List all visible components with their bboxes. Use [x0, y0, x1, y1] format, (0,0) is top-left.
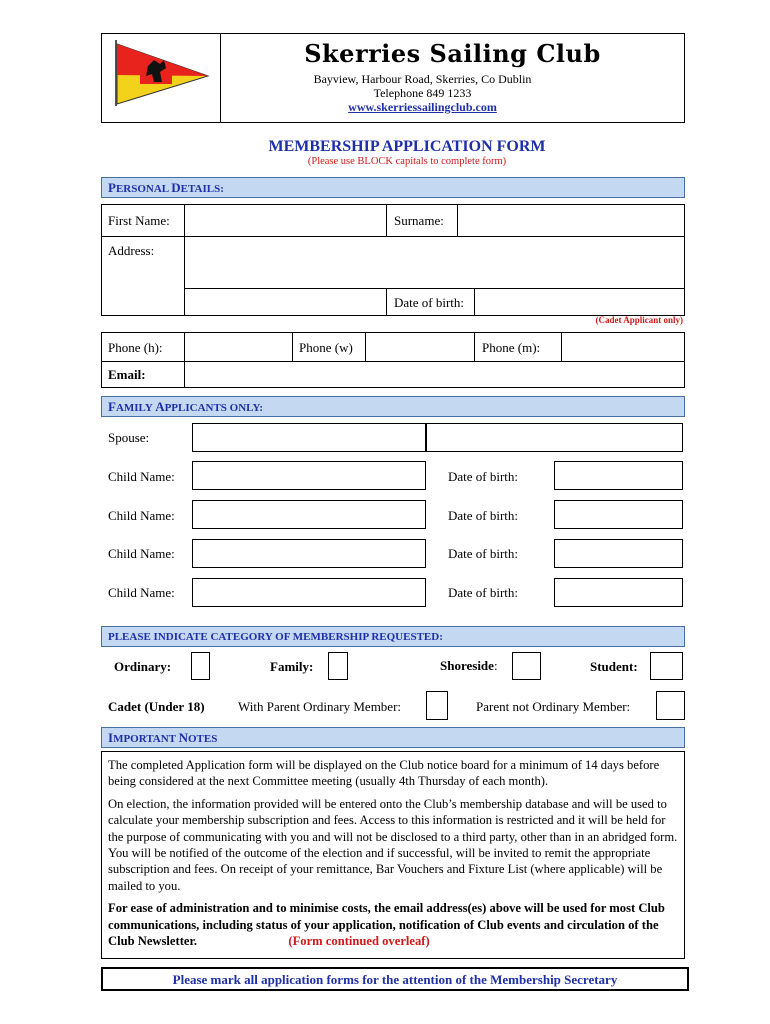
club-website-link[interactable]: www.skerriessailingclub.com: [348, 100, 497, 114]
address-label: Address:: [108, 243, 155, 258]
grid-line: [474, 288, 475, 316]
shoreside-colon: :: [493, 658, 498, 673]
spouse-label: Spouse:: [108, 430, 150, 445]
child-1-dob-field[interactable]: [554, 461, 683, 490]
heading-initial: F: [108, 399, 116, 414]
phone-home-field[interactable]: [186, 334, 290, 360]
heading-rest: AMILY: [115, 402, 156, 414]
notes-paragraph-3-text: For ease of administration and to minimise costs, the email address(es) above will be used for most Club communications, including status of your application, notification of Club events and circulation of the Club Newsletter.: [108, 901, 665, 949]
grid-line: [474, 332, 475, 361]
notes-paragraph-2: On election, the information provided will be entered onto the Club’s membership database and will be used to calculate your membership subscription and fees. Access to this information is restricted and it will be held for the purpose of communicating with you and will not be disclosed to a third party, other than in an abridged form. You will be notified of the outcome of the election and if successful, will be invited to remit the appropriate subscription and fees. On receipt of your remittance, Bar Vouchers and Fixture List (where applicable) will be mailed to you.: [108, 796, 678, 893]
cadet-note: (Cadet Applicant only): [595, 315, 683, 325]
heading-rest: ERSONAL: [115, 183, 172, 195]
notes-paragraph-3: [108, 900, 678, 949]
child-4-dob-field[interactable]: [554, 578, 683, 607]
grid-line: [101, 361, 685, 362]
shoreside-checkbox[interactable]: [512, 652, 541, 680]
phone-work-field[interactable]: [367, 334, 472, 360]
shoreside-label: [440, 659, 498, 672]
grid-line: [184, 288, 685, 289]
phone-home-label: Phone (h):: [108, 340, 163, 355]
grid-line: [292, 332, 293, 361]
grid-line: [184, 204, 185, 316]
heading-rest-2: OTES: [187, 733, 218, 745]
family-heading: [101, 396, 685, 417]
ordinary-label: Ordinary:: [114, 659, 172, 674]
address-field[interactable]: [186, 238, 683, 286]
grid-line: [365, 332, 366, 361]
phone-mobile-label: Phone (m):: [482, 340, 541, 355]
email-field[interactable]: [186, 363, 683, 387]
heading-initial-2: N: [178, 730, 188, 745]
student-label: Student:: [590, 659, 638, 674]
surname-field[interactable]: [459, 206, 683, 234]
heading-initial-2: D: [171, 180, 181, 195]
with-parent-checkbox[interactable]: [426, 691, 448, 720]
child-2-dob-label: Date of birth:: [448, 508, 519, 523]
child-4-label: Child Name:: [108, 585, 175, 600]
child-2-dob-field[interactable]: [554, 500, 683, 529]
grid-line: [457, 204, 458, 236]
heading-initial-2: A: [155, 399, 165, 414]
phone-mobile-field[interactable]: [563, 334, 683, 360]
heading-initial: I: [108, 730, 114, 745]
parent-not-label: Parent not Ordinary Member:: [476, 699, 631, 714]
form-subtitle: (Please use BLOCK capitals to complete form): [307, 156, 507, 167]
footer-text: Please mark all application forms for the attention of the Membership Secretary: [172, 972, 618, 987]
form-title: MEMBERSHIP APPLICATION FORM: [268, 138, 546, 155]
family-checkbox[interactable]: [328, 652, 348, 680]
child-4-dob-label: Date of birth:: [448, 585, 519, 600]
grid-line: [386, 288, 387, 316]
child-4-name-field[interactable]: [192, 578, 426, 607]
child-3-dob-label: Date of birth:: [448, 546, 519, 561]
notes-heading: [101, 727, 685, 748]
parent-not-checkbox[interactable]: [656, 691, 685, 720]
heading-initial: P: [108, 180, 116, 195]
child-3-dob-field[interactable]: [554, 539, 683, 568]
grid-line: [561, 332, 562, 361]
shoreside-label-text: Shoreside: [440, 658, 494, 673]
ordinary-checkbox[interactable]: [191, 652, 210, 680]
dob-label: Date of birth:: [394, 295, 465, 310]
grid-line: [184, 332, 185, 388]
club-telephone: Telephone 849 1233: [373, 86, 472, 100]
grid-line: [101, 236, 685, 237]
child-3-name-field[interactable]: [192, 539, 426, 568]
spouse-extra-field[interactable]: [426, 423, 683, 452]
child-2-label: Child Name:: [108, 508, 175, 523]
club-name: Skerries Sailing Club: [304, 39, 601, 68]
club-burgee-logo: [110, 38, 210, 108]
with-parent-label: With Parent Ordinary Member:: [238, 699, 402, 714]
category-heading-text: PLEASE INDICATE CATEGORY OF MEMBERSHIP REQUESTED:: [108, 631, 443, 643]
notes-paragraph-1: The completed Application form will be displayed on the Club notice board for a minimum of 14 days before being considered at the next Committee meeting (usually 4th Thursday of each month).: [108, 758, 660, 789]
heading-rest: MPORTANT: [113, 733, 179, 745]
child-1-name-field[interactable]: [192, 461, 426, 490]
first-name-field[interactable]: [186, 206, 384, 234]
phone-work-label: Phone (w): [299, 340, 353, 355]
spouse-name-field[interactable]: [192, 423, 426, 452]
surname-label: Surname:: [394, 213, 444, 228]
form-continued-note: (Form continued overleaf): [288, 934, 430, 949]
notes-box: [101, 751, 685, 959]
child-2-name-field[interactable]: [192, 500, 426, 529]
student-checkbox[interactable]: [650, 652, 683, 680]
personal-details-heading: [101, 177, 685, 198]
heading-rest-2: ETAILS:: [180, 183, 224, 195]
cadet-label: Cadet (Under 18): [108, 699, 205, 714]
category-heading: [101, 626, 685, 647]
dob-field[interactable]: [476, 290, 683, 314]
child-1-dob-label: Date of birth:: [448, 469, 519, 484]
club-address: Bayview, Harbour Road, Skerries, Co Dublin: [313, 72, 532, 86]
grid-line: [386, 204, 387, 236]
heading-rest-2: PPLICANTS ONLY:: [164, 402, 264, 414]
first-name-label: First Name:: [108, 213, 170, 228]
child-1-label: Child Name:: [108, 469, 175, 484]
email-label: Email:: [108, 367, 146, 382]
child-3-label: Child Name:: [108, 546, 175, 561]
family-label: Family:: [270, 659, 314, 674]
